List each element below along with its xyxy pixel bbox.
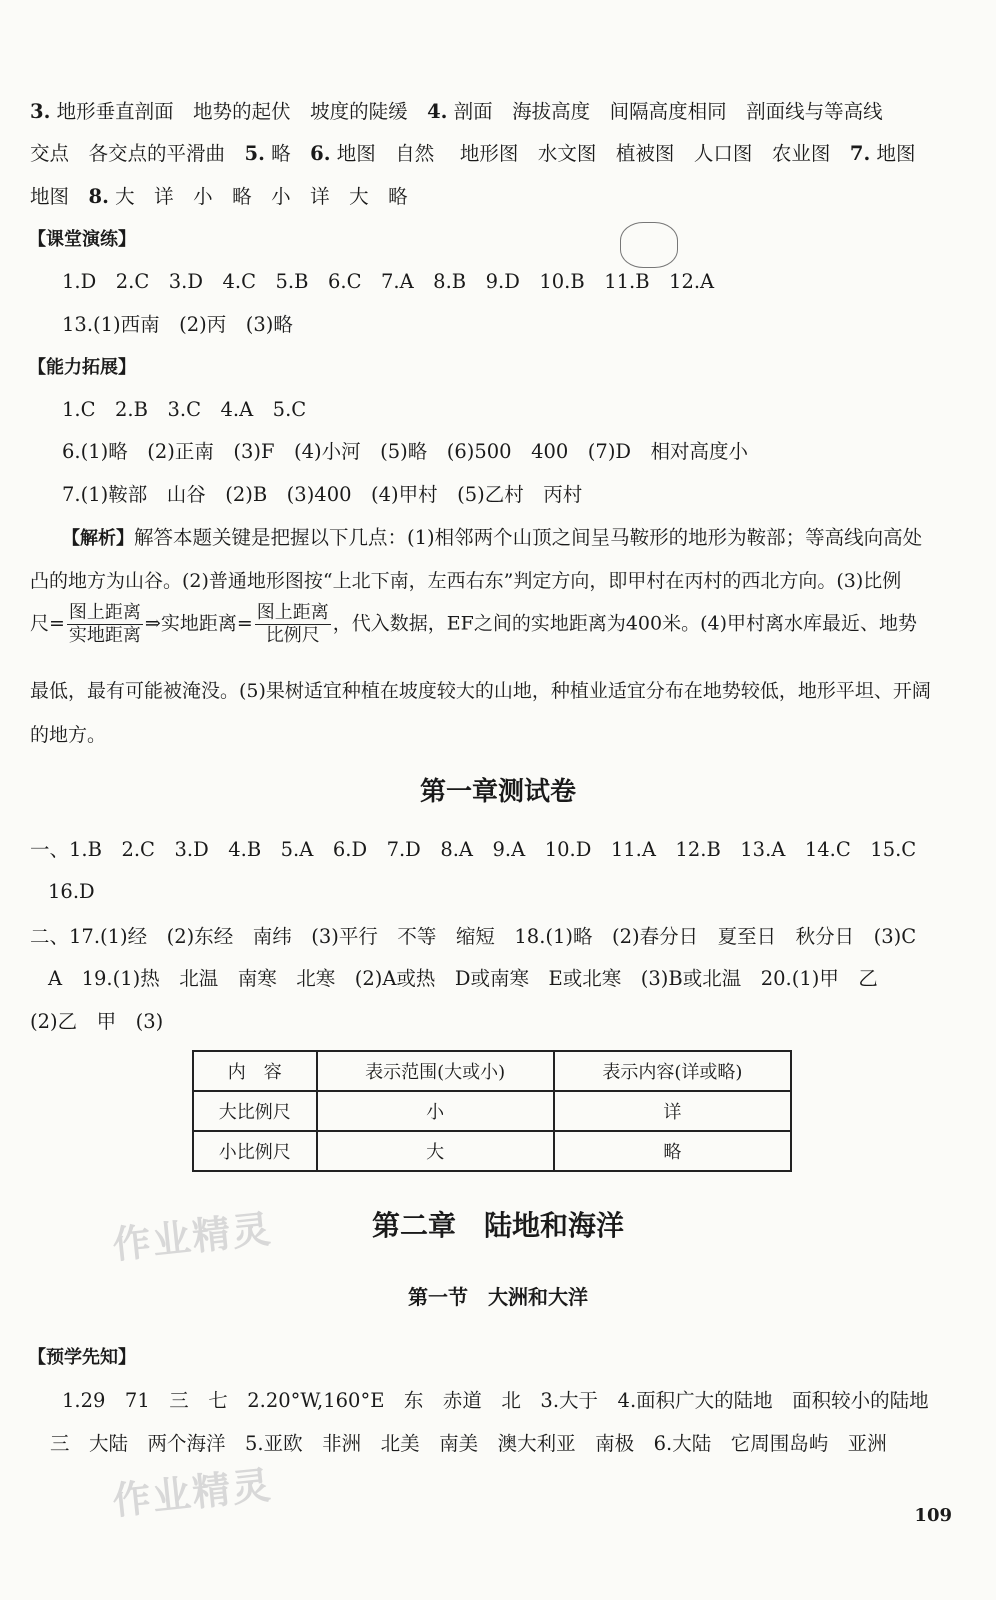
- section-heading-preview: 【预学先知】: [28, 1347, 136, 1368]
- test-part2-line3: (2)乙 甲 (3): [30, 1010, 164, 1033]
- test-part1: 一、1.B 2.C 3.D 4.B 5.A 6.D 7.D 8.A 9.A 10.D 11.A 12.B 13.A 14.C 15.C: [30, 838, 917, 861]
- analysis-line-4: 最低，最有可能被淹没。(5)果树适宜种植在坡度较大的山地，种植业适宜分布在地势较低，地形平坦、开阔: [30, 680, 931, 702]
- classroom-q13: 13.(1)西南 (2)丙 (3)略: [62, 313, 293, 336]
- table-cell: 大比例尺: [193, 1091, 317, 1131]
- section-heading-ability: 【能力拓展】: [28, 357, 136, 378]
- answer-line-5-7: 交点 各交点的平滑曲 5. 略 6. 地图 自然 地形图 水文图 植被图 人口图 农业图 7. 地图: [30, 142, 916, 165]
- section-heading-classroom: 【课堂演练】: [28, 229, 136, 250]
- fraction-scale: $\frac{\text{图上距离}}{\text{实地距离}}$: [68, 602, 141, 646]
- ability-q6: 6.(1)略 (2)正南 (3)F (4)小河 (5)略 (6)500 400 (7)D 相对高度小: [62, 440, 749, 463]
- table-row: [193, 1131, 791, 1171]
- stamp-mark: [620, 222, 678, 268]
- answer-line-3-4: 3. 地形垂直剖面 地势的起伏 坡度的陡缓 4. 剖面 海拔高度 间隔高度相同 剖面线与等高线: [30, 100, 883, 123]
- table-cell: 大: [317, 1131, 554, 1171]
- test-part2-line2: A 19.(1)热 北温 南寒 北寒 (2)A或热 D或南寒 E或北寒 (3)B或北温 20.(1)甲 乙: [48, 967, 878, 990]
- watermark-text: 作业精灵: [110, 1462, 275, 1524]
- test-part1-cont: 16.D: [48, 880, 95, 903]
- analysis-line-2: 凸的地方为山谷。(2)普通地形图按“上北下南，左西右东”判定方向，即甲村在丙村的西北方向。(3)比例: [30, 570, 902, 592]
- answer-line-8: 地图 8. 大 详 小 略 小 详 大 略: [30, 185, 408, 208]
- table-row: [193, 1091, 791, 1131]
- table-cell: 小比例尺: [193, 1131, 317, 1171]
- preview-line-1: 1.29 71 三 七 2.20°W,160°E 东 赤道 北 3.大于 4.面积广大的陆地 面积较小的陆地: [62, 1389, 929, 1412]
- table-header-row: [193, 1051, 791, 1091]
- ability-mc-answers: 1.C 2.B 3.C 4.A 5.C: [62, 398, 307, 421]
- section-title: 第一节 大洲和大洋: [408, 1285, 588, 1309]
- table-header: 表示范围(大或小): [317, 1051, 554, 1091]
- chapter2-title: 第二章 陆地和海洋: [371, 1209, 624, 1242]
- analysis-label: 【解析】: [62, 528, 134, 549]
- scale-table: [192, 1050, 792, 1172]
- table-header: 表示内容(详或略): [554, 1051, 791, 1091]
- table-cell: 详: [554, 1091, 791, 1131]
- analysis-line-5: 的地方。: [30, 724, 107, 746]
- fraction-distance: $\frac{\text{图上距离}}{\text{比例尺}}$: [256, 602, 329, 646]
- table-header: 内 容: [193, 1051, 317, 1091]
- watermark-text: 作业精灵: [110, 1206, 275, 1268]
- analysis-line-1: 【解析】解答本题关键是把握以下几点：(1)相邻两个山顶之间呈马鞍形的地形为鞍部；等高线向高处: [62, 526, 923, 549]
- classroom-mc-answers: 1.D 2.C 3.D 4.C 5.B 6.C 7.A 8.B 9.D 10.B 11.B 12.A: [62, 270, 715, 293]
- ability-q7: 7.(1)鞍部 山谷 (2)B (3)400 (4)甲村 (5)乙村 丙村: [62, 483, 583, 506]
- page-number: 109: [914, 1505, 952, 1526]
- preview-line-2: 三 大陆 两个海洋 5.亚欧 非洲 北美 南美 澳大利亚 南极 6.大陆 它周围岛屿 亚洲: [50, 1432, 887, 1455]
- table-cell: 小: [317, 1091, 554, 1131]
- test-part2-line1: 二、17.(1)经 (2)东经 南纬 (3)平行 不等 缩短 18.(1)略 (2)春分日 夏至日 秋分日 (3)C: [30, 925, 917, 948]
- analysis-line-3: 尺= $\frac{\text{图上距离}}{\text{实地距离}}$ ⇒实地距离= $\frac{\text{图上距离}}{\text{比例尺}}$ ，代入数据，EF之间的实地距离为400米。(4)甲村离水库最近、地势: [30, 602, 917, 646]
- chapter1-test-title: 第一章测试卷: [419, 777, 576, 807]
- table-cell: 略: [554, 1131, 791, 1171]
